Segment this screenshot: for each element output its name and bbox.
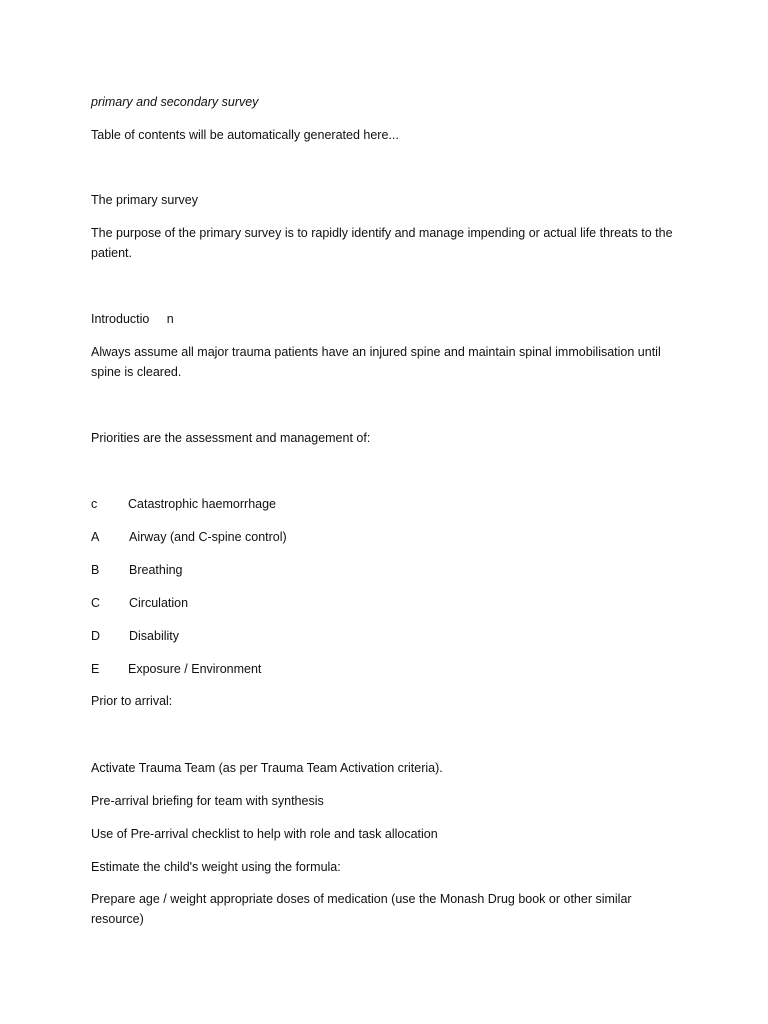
priorities-heading: Priorities are the assessment and management of:: [91, 431, 371, 445]
prior-to-arrival-heading: Prior to arrival:: [91, 694, 173, 708]
introduction-heading: Introductio n: [91, 312, 174, 326]
arrival-step: Pre-arrival briefing for team with synthesis: [91, 794, 324, 808]
priority-letter: D: [91, 629, 101, 643]
priority-letter: c: [91, 497, 98, 511]
priority-letter: A: [91, 530, 100, 544]
priority-text: Airway (and C-spine control): [129, 530, 287, 544]
priority-text: Breathing: [129, 563, 183, 577]
arrival-step: Activate Trauma Team (as per Trauma Team Activation criteria).: [91, 761, 443, 775]
priority-text: Catastrophic haemorrhage: [128, 497, 276, 511]
priority-letter: C: [91, 596, 101, 610]
section-heading-primary-survey: The primary survey: [91, 193, 198, 207]
arrival-step: Estimate the child's weight using the formula:: [91, 860, 341, 874]
priority-text: Circulation: [129, 596, 189, 610]
priority-letter: B: [91, 563, 100, 577]
spine-paragraph: Always assume all major trauma patients have an injured spine and maintain spinal immobilisation until spine is cleared.: [91, 345, 661, 379]
priority-text: Exposure / Environment: [128, 662, 262, 676]
priority-text: Disability: [129, 629, 180, 643]
arrival-step: Use of Pre-arrival checklist to help with role and task allocation: [91, 827, 438, 841]
toc-placeholder: Table of contents will be automatically generated here...: [91, 128, 399, 142]
priority-letter: E: [91, 662, 100, 676]
arrival-step: Prepare age / weight appropriate doses of medication (use the Monash Drug book or other similar resource): [91, 892, 632, 926]
purpose-paragraph: The purpose of the primary survey is to rapidly identify and manage impending or actual life threats to the patient.: [91, 226, 673, 260]
document-title: primary and secondary survey: [91, 95, 259, 109]
